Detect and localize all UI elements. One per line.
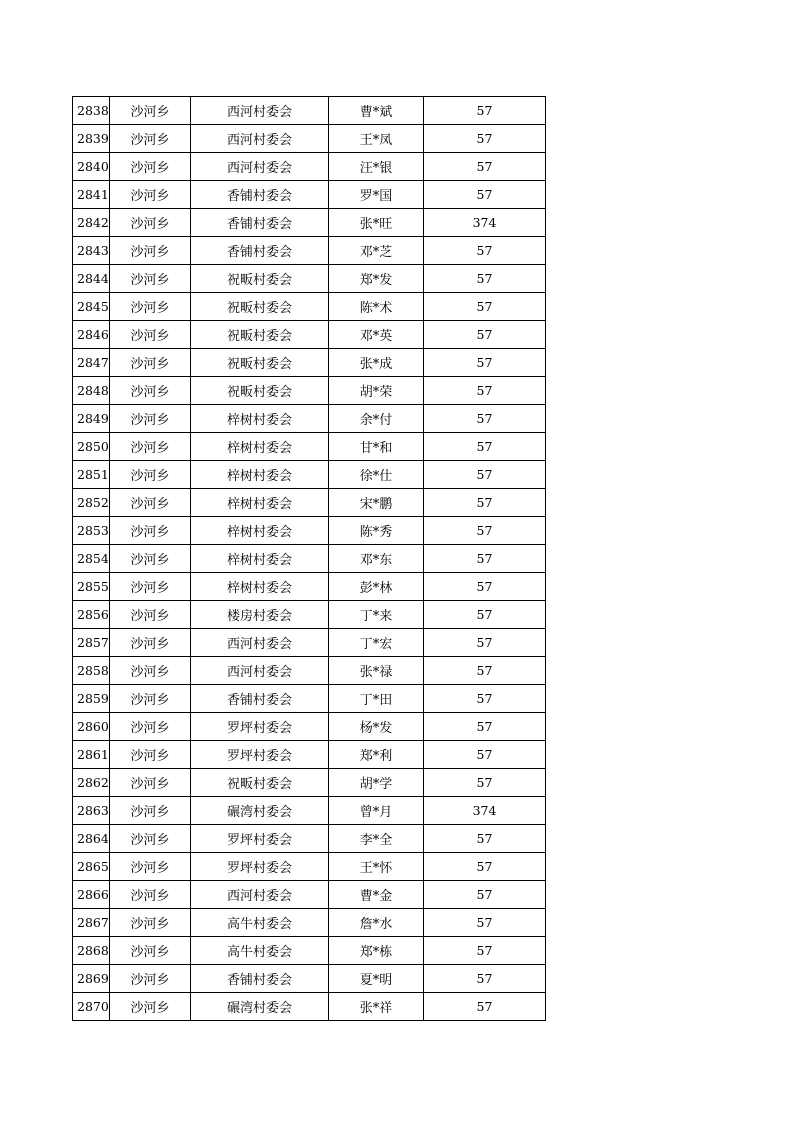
township-cell: 沙河乡: [110, 125, 191, 153]
amount-cell: 57: [424, 545, 546, 573]
village-committee-cell: 高牛村委会: [191, 909, 329, 937]
amount-cell: 57: [424, 181, 546, 209]
person-name-cell: 丁*田: [329, 685, 424, 713]
village-committee-cell: 梓树村委会: [191, 461, 329, 489]
village-committee-cell: 西河村委会: [191, 97, 329, 125]
township-cell: 沙河乡: [110, 461, 191, 489]
table-row: [73, 937, 546, 965]
row-number-cell: 2858: [73, 657, 110, 685]
amount-cell: 57: [424, 629, 546, 657]
village-committee-cell: 香铺村委会: [191, 237, 329, 265]
row-number-cell: 2849: [73, 405, 110, 433]
table-row: [73, 825, 546, 853]
roster-body: [73, 97, 546, 1021]
person-name-cell: 彭*林: [329, 573, 424, 601]
table-row: [73, 909, 546, 937]
township-cell: 沙河乡: [110, 601, 191, 629]
row-number-cell: 2856: [73, 601, 110, 629]
township-cell: 沙河乡: [110, 265, 191, 293]
township-cell: 沙河乡: [110, 321, 191, 349]
person-name-cell: 夏*明: [329, 965, 424, 993]
table-row: [73, 293, 546, 321]
person-name-cell: 丁*宏: [329, 629, 424, 657]
township-cell: 沙河乡: [110, 741, 191, 769]
amount-cell: 57: [424, 825, 546, 853]
person-name-cell: 郑*利: [329, 741, 424, 769]
amount-cell: 57: [424, 937, 546, 965]
amount-cell: 57: [424, 881, 546, 909]
amount-cell: 57: [424, 265, 546, 293]
amount-cell: 57: [424, 125, 546, 153]
person-name-cell: 邓*芝: [329, 237, 424, 265]
person-name-cell: 曾*月: [329, 797, 424, 825]
table-row: [73, 545, 546, 573]
amount-cell: 57: [424, 769, 546, 797]
amount-cell: 57: [424, 293, 546, 321]
village-committee-cell: 梓树村委会: [191, 405, 329, 433]
amount-cell: 57: [424, 657, 546, 685]
amount-cell: 57: [424, 237, 546, 265]
township-cell: 沙河乡: [110, 713, 191, 741]
village-committee-cell: 西河村委会: [191, 153, 329, 181]
row-number-cell: 2844: [73, 265, 110, 293]
village-committee-cell: 香铺村委会: [191, 181, 329, 209]
village-committee-cell: 香铺村委会: [191, 965, 329, 993]
row-number-cell: 2857: [73, 629, 110, 657]
person-name-cell: 胡*荣: [329, 377, 424, 405]
row-number-cell: 2850: [73, 433, 110, 461]
amount-cell: 57: [424, 321, 546, 349]
amount-cell: 57: [424, 97, 546, 125]
amount-cell: 57: [424, 741, 546, 769]
row-number-cell: 2851: [73, 461, 110, 489]
row-number-cell: 2863: [73, 797, 110, 825]
amount-cell: 57: [424, 993, 546, 1021]
row-number-cell: 2868: [73, 937, 110, 965]
township-cell: 沙河乡: [110, 377, 191, 405]
township-cell: 沙河乡: [110, 685, 191, 713]
village-committee-cell: 祝畈村委会: [191, 349, 329, 377]
row-number-cell: 2866: [73, 881, 110, 909]
amount-cell: 57: [424, 405, 546, 433]
township-cell: 沙河乡: [110, 237, 191, 265]
row-number-cell: 2841: [73, 181, 110, 209]
person-name-cell: 胡*学: [329, 769, 424, 797]
table-row: [73, 685, 546, 713]
table-row: [73, 97, 546, 125]
row-number-cell: 2846: [73, 321, 110, 349]
township-cell: 沙河乡: [110, 209, 191, 237]
amount-cell: 57: [424, 433, 546, 461]
village-committee-cell: 梓树村委会: [191, 517, 329, 545]
village-committee-cell: 西河村委会: [191, 881, 329, 909]
person-name-cell: 张*祥: [329, 993, 424, 1021]
village-committee-cell: 罗坪村委会: [191, 825, 329, 853]
row-number-cell: 2862: [73, 769, 110, 797]
township-cell: 沙河乡: [110, 293, 191, 321]
person-name-cell: 郑*发: [329, 265, 424, 293]
row-number-cell: 2870: [73, 993, 110, 1021]
table-row: [73, 713, 546, 741]
table-row: [73, 489, 546, 517]
amount-cell: 57: [424, 517, 546, 545]
table-row: [73, 209, 546, 237]
amount-cell: 57: [424, 853, 546, 881]
amount-cell: 374: [424, 797, 546, 825]
village-committee-cell: 祝畈村委会: [191, 265, 329, 293]
row-number-cell: 2848: [73, 377, 110, 405]
table-row: [73, 993, 546, 1021]
village-committee-cell: 西河村委会: [191, 629, 329, 657]
row-number-cell: 2842: [73, 209, 110, 237]
amount-cell: 57: [424, 461, 546, 489]
person-name-cell: 余*付: [329, 405, 424, 433]
village-committee-cell: 香铺村委会: [191, 685, 329, 713]
row-number-cell: 2861: [73, 741, 110, 769]
township-cell: 沙河乡: [110, 97, 191, 125]
village-committee-cell: 罗坪村委会: [191, 853, 329, 881]
person-name-cell: 邓*英: [329, 321, 424, 349]
township-cell: 沙河乡: [110, 881, 191, 909]
person-name-cell: 丁*来: [329, 601, 424, 629]
village-committee-cell: 高牛村委会: [191, 937, 329, 965]
township-cell: 沙河乡: [110, 937, 191, 965]
village-committee-cell: 祝畈村委会: [191, 321, 329, 349]
table-row: [73, 657, 546, 685]
person-name-cell: 张*旺: [329, 209, 424, 237]
row-number-cell: 2859: [73, 685, 110, 713]
township-cell: 沙河乡: [110, 993, 191, 1021]
amount-cell: 57: [424, 489, 546, 517]
row-number-cell: 2854: [73, 545, 110, 573]
township-cell: 沙河乡: [110, 517, 191, 545]
township-cell: 沙河乡: [110, 349, 191, 377]
amount-cell: 57: [424, 965, 546, 993]
amount-cell: 57: [424, 713, 546, 741]
township-cell: 沙河乡: [110, 909, 191, 937]
table-row: [73, 853, 546, 881]
person-name-cell: 罗*国: [329, 181, 424, 209]
amount-cell: 57: [424, 909, 546, 937]
person-name-cell: 张*成: [329, 349, 424, 377]
person-name-cell: 徐*仕: [329, 461, 424, 489]
person-name-cell: 汪*银: [329, 153, 424, 181]
table-row: [73, 349, 546, 377]
township-cell: 沙河乡: [110, 853, 191, 881]
township-cell: 沙河乡: [110, 489, 191, 517]
village-committee-cell: 香铺村委会: [191, 209, 329, 237]
table-row: [73, 181, 546, 209]
village-committee-cell: 梓树村委会: [191, 573, 329, 601]
row-number-cell: 2855: [73, 573, 110, 601]
person-name-cell: 曹*金: [329, 881, 424, 909]
township-cell: 沙河乡: [110, 825, 191, 853]
township-cell: 沙河乡: [110, 545, 191, 573]
table-row: [73, 741, 546, 769]
roster-table: [72, 96, 546, 1021]
township-cell: 沙河乡: [110, 153, 191, 181]
amount-cell: 57: [424, 377, 546, 405]
township-cell: 沙河乡: [110, 657, 191, 685]
village-committee-cell: 楼房村委会: [191, 601, 329, 629]
row-number-cell: 2852: [73, 489, 110, 517]
table-row: [73, 265, 546, 293]
table-row: [73, 517, 546, 545]
village-committee-cell: 梓树村委会: [191, 433, 329, 461]
village-committee-cell: 西河村委会: [191, 125, 329, 153]
amount-cell: 57: [424, 153, 546, 181]
table-row: [73, 573, 546, 601]
person-name-cell: 詹*水: [329, 909, 424, 937]
person-name-cell: 宋*鹏: [329, 489, 424, 517]
township-cell: 沙河乡: [110, 965, 191, 993]
amount-cell: 57: [424, 685, 546, 713]
row-number-cell: 2843: [73, 237, 110, 265]
row-number-cell: 2853: [73, 517, 110, 545]
village-committee-cell: 碾湾村委会: [191, 797, 329, 825]
village-committee-cell: 碾湾村委会: [191, 993, 329, 1021]
row-number-cell: 2838: [73, 97, 110, 125]
township-cell: 沙河乡: [110, 629, 191, 657]
amount-cell: 57: [424, 573, 546, 601]
person-name-cell: 张*禄: [329, 657, 424, 685]
row-number-cell: 2869: [73, 965, 110, 993]
village-committee-cell: 西河村委会: [191, 657, 329, 685]
person-name-cell: 李*全: [329, 825, 424, 853]
table-row: [73, 405, 546, 433]
table-row: [73, 629, 546, 657]
person-name-cell: 陈*秀: [329, 517, 424, 545]
row-number-cell: 2839: [73, 125, 110, 153]
table-row: [73, 601, 546, 629]
village-committee-cell: 祝畈村委会: [191, 377, 329, 405]
village-committee-cell: 罗坪村委会: [191, 741, 329, 769]
row-number-cell: 2847: [73, 349, 110, 377]
table-row: [73, 769, 546, 797]
row-number-cell: 2867: [73, 909, 110, 937]
amount-cell: 57: [424, 601, 546, 629]
row-number-cell: 2845: [73, 293, 110, 321]
village-committee-cell: 祝畈村委会: [191, 293, 329, 321]
row-number-cell: 2865: [73, 853, 110, 881]
row-number-cell: 2860: [73, 713, 110, 741]
township-cell: 沙河乡: [110, 433, 191, 461]
table-row: [73, 153, 546, 181]
village-committee-cell: 梓树村委会: [191, 489, 329, 517]
person-name-cell: 杨*发: [329, 713, 424, 741]
table-row: [73, 377, 546, 405]
table-row: [73, 321, 546, 349]
person-name-cell: 郑*栋: [329, 937, 424, 965]
person-name-cell: 王*怀: [329, 853, 424, 881]
table-row: [73, 797, 546, 825]
table-row: [73, 237, 546, 265]
amount-cell: 374: [424, 209, 546, 237]
table-row: [73, 125, 546, 153]
table-row: [73, 461, 546, 489]
table-row: [73, 965, 546, 993]
township-cell: 沙河乡: [110, 769, 191, 797]
person-name-cell: 曹*斌: [329, 97, 424, 125]
person-name-cell: 甘*和: [329, 433, 424, 461]
village-committee-cell: 罗坪村委会: [191, 713, 329, 741]
table-row: [73, 433, 546, 461]
village-committee-cell: 祝畈村委会: [191, 769, 329, 797]
amount-cell: 57: [424, 349, 546, 377]
township-cell: 沙河乡: [110, 405, 191, 433]
table-row: [73, 881, 546, 909]
person-name-cell: 王*凤: [329, 125, 424, 153]
township-cell: 沙河乡: [110, 181, 191, 209]
township-cell: 沙河乡: [110, 573, 191, 601]
village-committee-cell: 梓树村委会: [191, 545, 329, 573]
township-cell: 沙河乡: [110, 797, 191, 825]
person-name-cell: 邓*东: [329, 545, 424, 573]
row-number-cell: 2840: [73, 153, 110, 181]
person-name-cell: 陈*术: [329, 293, 424, 321]
row-number-cell: 2864: [73, 825, 110, 853]
